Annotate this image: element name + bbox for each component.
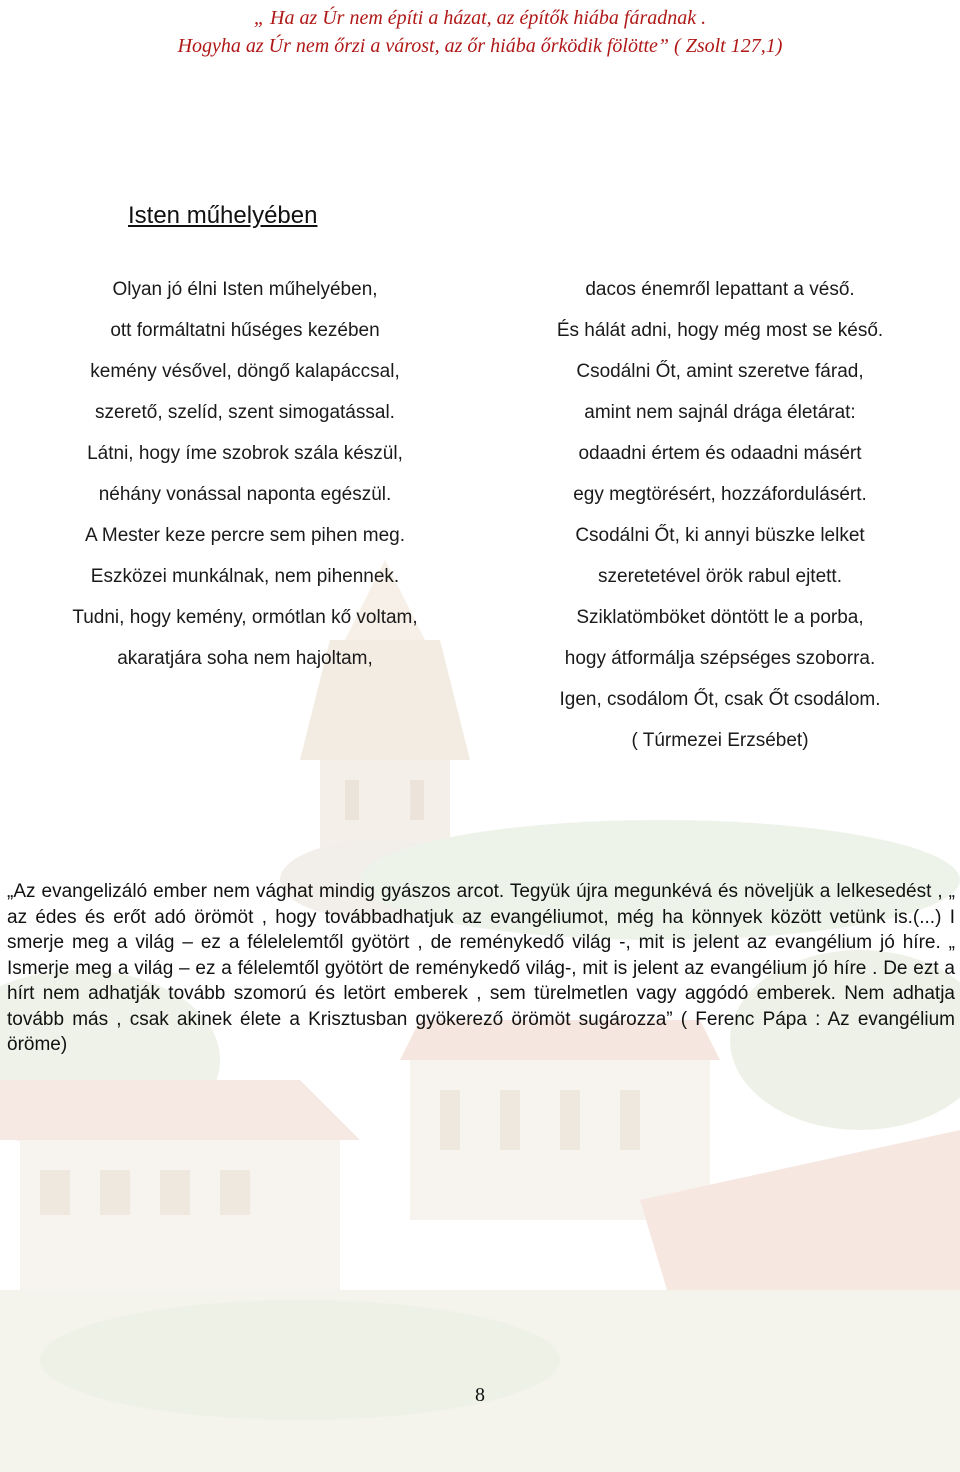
poem-author: ( Túrmezei Erzsébet) — [631, 730, 809, 751]
poem-line: odaadni értem és odaadni másért — [578, 443, 862, 464]
poem-line: hogy átformálja szépséges szoborra. — [564, 648, 876, 669]
poem-line: amint nem sajnál drága életárat: — [584, 402, 856, 423]
poem-line: Látni, hogy íme szobrok szála készül, — [87, 443, 403, 464]
poem-line: Igen, csodálom Őt, csak Őt csodálom. — [559, 689, 881, 710]
poem-title: Isten műhelyében — [128, 202, 318, 229]
poem-line: Tudni, hogy kemény, ormótlan kő voltam, — [72, 607, 418, 628]
page-number: 8 — [475, 1384, 485, 1406]
header-quote-line-1: „ Ha az Úr nem építi a házat, az építők hiába fáradnak . — [253, 7, 707, 29]
poem-line: Sziklatömböket döntött le a porba, — [576, 607, 864, 628]
poem-line: Csodálni Őt, ki annyi büszke lelket — [575, 525, 865, 546]
poem-line: Olyan jó élni Isten műhelyében, — [112, 279, 378, 300]
poem-line: szerető, szelíd, szent simogatással. — [95, 402, 395, 423]
poem-line: ott formáltatni hűséges kezében — [110, 320, 380, 341]
poem-line: néhány vonással naponta egészül. — [98, 484, 392, 505]
header-quote — [0, 4, 960, 60]
poem-line: És hálát adni, hogy még most se késő. — [556, 320, 884, 341]
poem-left-column — [20, 269, 470, 679]
poem-line: szeretetével örök rabul ejtett. — [598, 566, 842, 587]
poem-line: A Mester keze percre sem pihen meg. — [85, 525, 405, 546]
poem-line: dacos énemről lepattant a véső. — [585, 279, 855, 300]
prose-quote-paragraph: „Az evangelizáló ember nem vághat mindig gyászos arcot. Tegyük újra megunkévá és növeljük a lelkesedést , „ az édes és erőt adó örömöt , hogy továbbadhatjuk az evangéliumot, még ha könnyek között vetünk is.(...) I smerje meg a világ – ez a félelelemtől gyötört , de reménykedő világ -, mit is jelent az evangélium jó híre. „ Ismerje meg a világ – ez a félelemtől gyötört de reménykedő világ-, mit is jelent az evangélium jó híre . De ezt a hírt nem adhatják tovább szomorú és letört emberek , sem türelmetlen vagy aggódó emberek. Nem adhatja tovább más , csak akinek élete a Krisztusban gyökerező örömöt sugározza” ( Ferenc Pápa : Az evangélium öröme) — [7, 881, 955, 1055]
poem-line: Csodálni Őt, amint szeretve fárad, — [576, 361, 864, 382]
poem-right-column — [495, 269, 945, 761]
header-quote-line-2: Hogyha az Úr nem őrzi a várost, az őr hiába őrködik fölötte” ( Zsolt 127,1) — [177, 35, 783, 57]
poem-line: egy megtörésért, hozzáfordulásért. — [573, 484, 867, 505]
poem-line: akaratjára soha nem hajoltam, — [117, 648, 373, 669]
poem-line: Eszközei munkálnak, nem pihennek. — [90, 566, 400, 587]
poem-line: kemény vésővel, döngő kalapáccsal, — [90, 361, 400, 382]
